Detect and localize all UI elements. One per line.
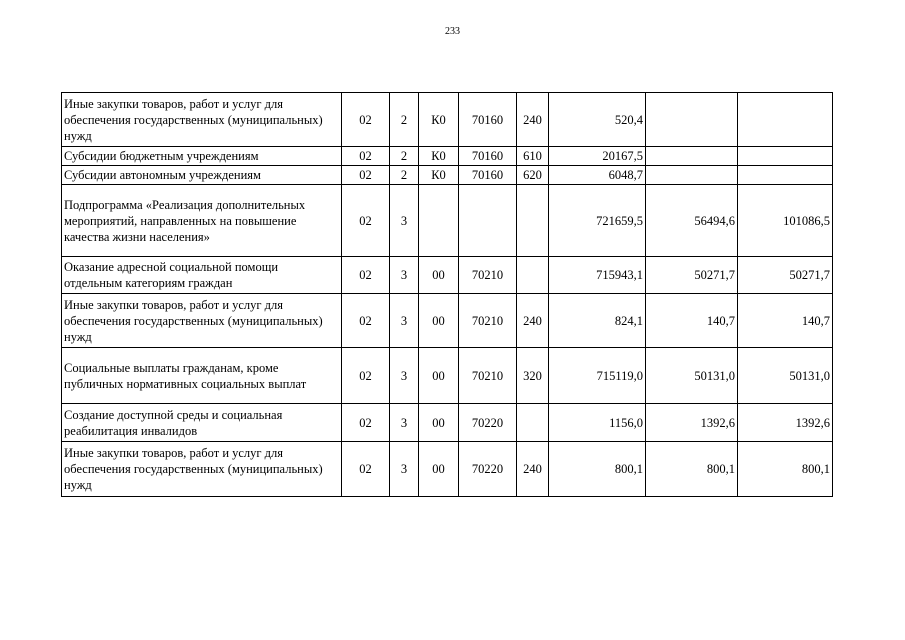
amount-year-1: 6048,7 [549,166,646,185]
subsection-code: 3 [390,294,419,348]
amount-year-3 [738,93,833,147]
section-code: 02 [342,257,390,294]
expense-type-code: 320 [517,348,549,404]
amount-year-3: 800,1 [738,442,833,497]
program-code: К0 [419,166,459,185]
section-code: 02 [342,442,390,497]
program-code: 00 [419,442,459,497]
table-row [62,93,833,147]
table-row [62,185,833,257]
expense-type-code: 240 [517,294,549,348]
amount-year-3: 1392,6 [738,404,833,442]
target-article-code: 70210 [459,348,517,404]
table-row [62,442,833,497]
amount-year-2 [646,166,738,185]
target-article-code [459,185,517,257]
program-code: 00 [419,348,459,404]
amount-year-3: 140,7 [738,294,833,348]
subsection-code: 3 [390,257,419,294]
target-article-code: 70160 [459,93,517,147]
table-row [62,166,833,185]
subsection-code: 3 [390,442,419,497]
amount-year-1: 1156,0 [549,404,646,442]
row-name: Иные закупки товаров, работ и услуг для обеспечения государственных (муниципальных) нужд [62,442,342,497]
target-article-code: 70220 [459,442,517,497]
section-code: 02 [342,185,390,257]
table-row [62,404,833,442]
row-name: Создание доступной среды и социальная реабилитация инвалидов [62,404,342,442]
amount-year-2 [646,147,738,166]
expense-type-code: 610 [517,147,549,166]
amount-year-1: 824,1 [549,294,646,348]
table-row [62,257,833,294]
section-code: 02 [342,348,390,404]
row-name: Подпрограмма «Реализация дополнительных мероприятий, направленных на повышение качества жизни населения» [62,185,342,257]
amount-year-3 [738,166,833,185]
amount-year-1: 715943,1 [549,257,646,294]
page-number: 233 [445,26,460,37]
amount-year-2: 50271,7 [646,257,738,294]
amount-year-3: 50271,7 [738,257,833,294]
target-article-code: 70210 [459,294,517,348]
row-name: Оказание адресной социальной помощи отдельным категориям граждан [62,257,342,294]
target-article-code: 70210 [459,257,517,294]
expense-type-code [517,185,549,257]
program-code: 00 [419,404,459,442]
amount-year-2: 50131,0 [646,348,738,404]
table-row [62,294,833,348]
expense-type-code [517,257,549,294]
subsection-code: 3 [390,404,419,442]
amount-year-3: 101086,5 [738,185,833,257]
target-article-code: 70160 [459,147,517,166]
subsection-code: 2 [390,166,419,185]
table-row [62,147,833,166]
expense-type-code: 620 [517,166,549,185]
amount-year-2: 800,1 [646,442,738,497]
expense-type-code: 240 [517,442,549,497]
amount-year-2: 140,7 [646,294,738,348]
amount-year-3 [738,147,833,166]
target-article-code: 70220 [459,404,517,442]
row-name: Субсидии бюджетным учреждениям [62,147,342,166]
amount-year-2: 1392,6 [646,404,738,442]
expense-type-code: 240 [517,93,549,147]
program-code: К0 [419,147,459,166]
amount-year-2: 56494,6 [646,185,738,257]
section-code: 02 [342,147,390,166]
amount-year-1: 715119,0 [549,348,646,404]
section-code: 02 [342,166,390,185]
section-code: 02 [342,93,390,147]
program-code: 00 [419,294,459,348]
amount-year-1: 520,4 [549,93,646,147]
amount-year-3: 50131,0 [738,348,833,404]
subsection-code: 2 [390,93,419,147]
subsection-code: 2 [390,147,419,166]
expense-type-code [517,404,549,442]
section-code: 02 [342,404,390,442]
section-code: 02 [342,294,390,348]
amount-year-1: 20167,5 [549,147,646,166]
row-name: Иные закупки товаров, работ и услуг для обеспечения государственных (муниципальных) нужд [62,294,342,348]
target-article-code: 70160 [459,166,517,185]
row-name: Субсидии автономным учреждениям [62,166,342,185]
subsection-code: 3 [390,348,419,404]
program-code [419,185,459,257]
budget-table [61,92,833,497]
subsection-code: 3 [390,185,419,257]
row-name: Иные закупки товаров, работ и услуг для обеспечения государственных (муниципальных) нужд [62,93,342,147]
amount-year-1: 721659,5 [549,185,646,257]
table-row [62,348,833,404]
program-code: 00 [419,257,459,294]
amount-year-2 [646,93,738,147]
program-code: К0 [419,93,459,147]
row-name: Социальные выплаты гражданам, кроме публичных нормативных социальных выплат [62,348,342,404]
amount-year-1: 800,1 [549,442,646,497]
